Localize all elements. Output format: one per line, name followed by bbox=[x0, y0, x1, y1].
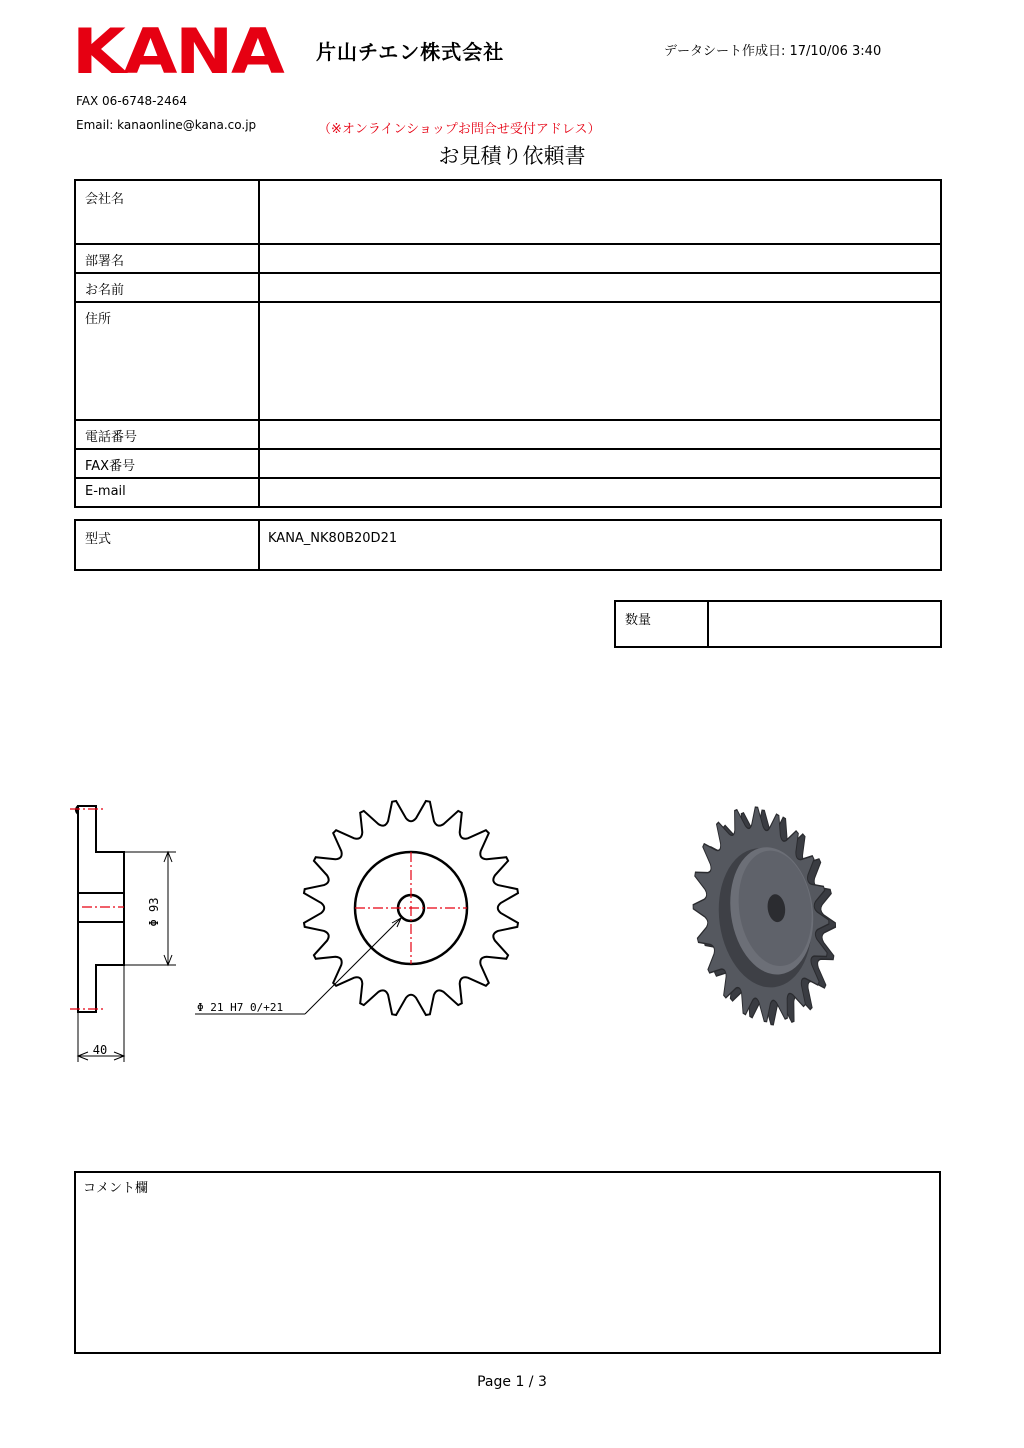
fax-label: FAX番号 bbox=[75, 449, 259, 478]
email-label: E-mail bbox=[75, 478, 259, 507]
model-value: KANA_NK80B20D21 bbox=[259, 520, 941, 570]
page-number: Page 1 / 3 bbox=[477, 1374, 547, 1390]
company-label: 会社名 bbox=[75, 180, 259, 244]
company-field[interactable] bbox=[259, 180, 941, 244]
datasheet-date: データシート作成日: 17/10/06 3:40 bbox=[664, 44, 882, 59]
page-title: お見積り依頼書 bbox=[438, 144, 586, 168]
sprocket-drawings bbox=[0, 780, 1024, 1080]
department-field[interactable] bbox=[259, 244, 941, 273]
quantity-table bbox=[614, 600, 942, 648]
contact-email: Email: kanaonline@kana.co.jp bbox=[76, 118, 257, 132]
diameter-dimension-text: Φ 93 bbox=[147, 897, 161, 927]
email-field[interactable] bbox=[259, 478, 941, 507]
fax-number: FAX 06-6748-2464 bbox=[76, 94, 188, 108]
quantity-field[interactable] bbox=[708, 601, 941, 647]
department-label: 部署名 bbox=[75, 244, 259, 273]
phone-label: 電話番号 bbox=[75, 420, 259, 449]
address-field[interactable] bbox=[259, 302, 941, 420]
kana-logo: KANA bbox=[72, 15, 283, 88]
comment-label: コメント欄 bbox=[83, 1181, 149, 1196]
comment-box[interactable] bbox=[74, 1171, 941, 1354]
address-label: 住所 bbox=[75, 302, 259, 420]
quantity-label: 数量 bbox=[615, 601, 708, 647]
side-view-drawing bbox=[76, 806, 176, 1062]
name-field[interactable] bbox=[259, 273, 941, 302]
model-table bbox=[74, 519, 942, 571]
company-name: 片山チエン株式会社 bbox=[316, 40, 505, 64]
sprocket-3d-render bbox=[680, 798, 848, 1033]
name-label: お名前 bbox=[75, 273, 259, 302]
phone-field[interactable] bbox=[259, 420, 941, 449]
model-label: 型式 bbox=[75, 520, 259, 570]
email-notice: （※オンラインショップお問合せ受付アドレス） bbox=[318, 122, 601, 137]
contact-form-table bbox=[74, 179, 942, 508]
fax-field[interactable] bbox=[259, 449, 941, 478]
bore-dimension-text: Φ 21 H7 0/+21 bbox=[197, 1001, 284, 1014]
width-dimension-text: 40 bbox=[92, 1043, 108, 1057]
